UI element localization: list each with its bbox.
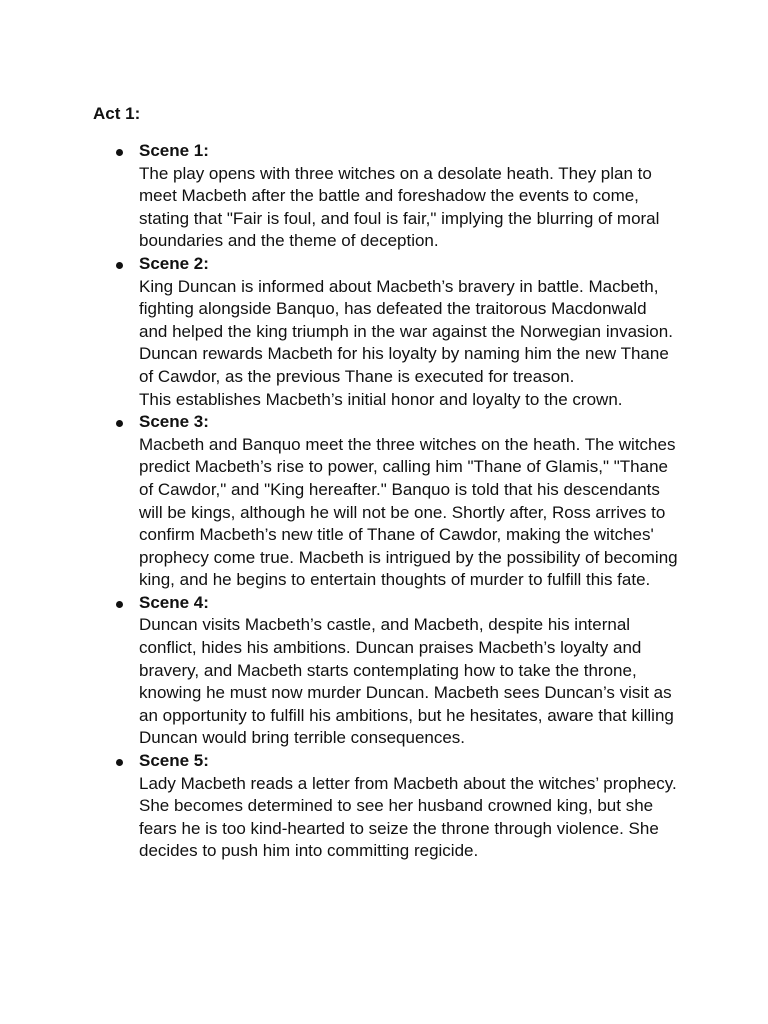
bullet-icon	[116, 149, 123, 156]
scene-paragraph: This establishes Macbeth’s initial honor and loyalty to the crown.	[139, 389, 623, 409]
bullet-icon	[116, 759, 123, 766]
scene-paragraph: Lady Macbeth reads a letter from Macbeth about the witches’ prophecy. She becomes determined to see her husband crowned king, but she fears he is too kind-hearted to seize the throne through violence. She decides to push him into committing regicide.	[139, 773, 677, 861]
scene-title: Scene 4:	[139, 592, 209, 612]
scene-item-1	[0, 140, 679, 253]
bullet-icon	[116, 420, 123, 427]
scene-title: Scene 1:	[139, 141, 209, 160]
scene-item-4	[0, 592, 679, 750]
scene-paragraph: Duncan visits Macbeth’s castle, and Macbeth, despite his internal conflict, hides his ambitions. Duncan praises Macbeth’s loyalty and bravery, and Macbeth starts contemplating how to take the throne, knowing he must now murder Duncan. Macbeth sees Duncan’s visit as an opportunity to fulfill his ambitions, but he hesitates, aware that killing Duncan would bring terrible consequences.	[139, 615, 674, 748]
scene-paragraph: The play opens with three witches on a desolate heath. They plan to meet Macbeth after the battle and foreshadow the events to come, stating that "Fair is foul, and foul is fair," implying the blurring of moral boundaries and the theme of deception.	[139, 163, 660, 251]
scene-list	[0, 140, 768, 863]
scene-item-5	[0, 750, 679, 863]
bullet-icon	[116, 262, 123, 269]
bullet-icon	[116, 601, 123, 608]
scene-paragraph: Macbeth and Banquo meet the three witches on the heath. The witches predict Macbeth’s rise to power, calling him "Thane of Glamis," "Thane of Cawdor," and "King hereafter." Banquo is told that his descendants will be kings, although he will not be one. Shortly after, Ross arrives to confirm Macbeth’s new title of Thane of Cawdor, making the witches' prophecy come true. Macbeth is intrigued by the possibility of becoming king, and he begins to entertain thoughts of murder to fulfill this fate.	[139, 434, 678, 590]
scene-item-3	[0, 411, 679, 592]
act-title: Act 1:	[93, 104, 141, 123]
scene-title: Scene 2:	[139, 253, 209, 273]
scene-item-2	[0, 253, 679, 411]
scene-paragraph: King Duncan is informed about Macbeth’s bravery in battle. Macbeth, fighting alongside Banquo, has defeated the traitorous Macdonwald and helped the king triumph in the war against the Norwegian invasion. Duncan rewards Macbeth for his loyalty by naming him the new Thane of Cawdor, as the previous Thane is executed for treason.	[139, 276, 673, 386]
scene-title: Scene 3:	[139, 412, 209, 432]
scene-title: Scene 5:	[139, 751, 209, 771]
